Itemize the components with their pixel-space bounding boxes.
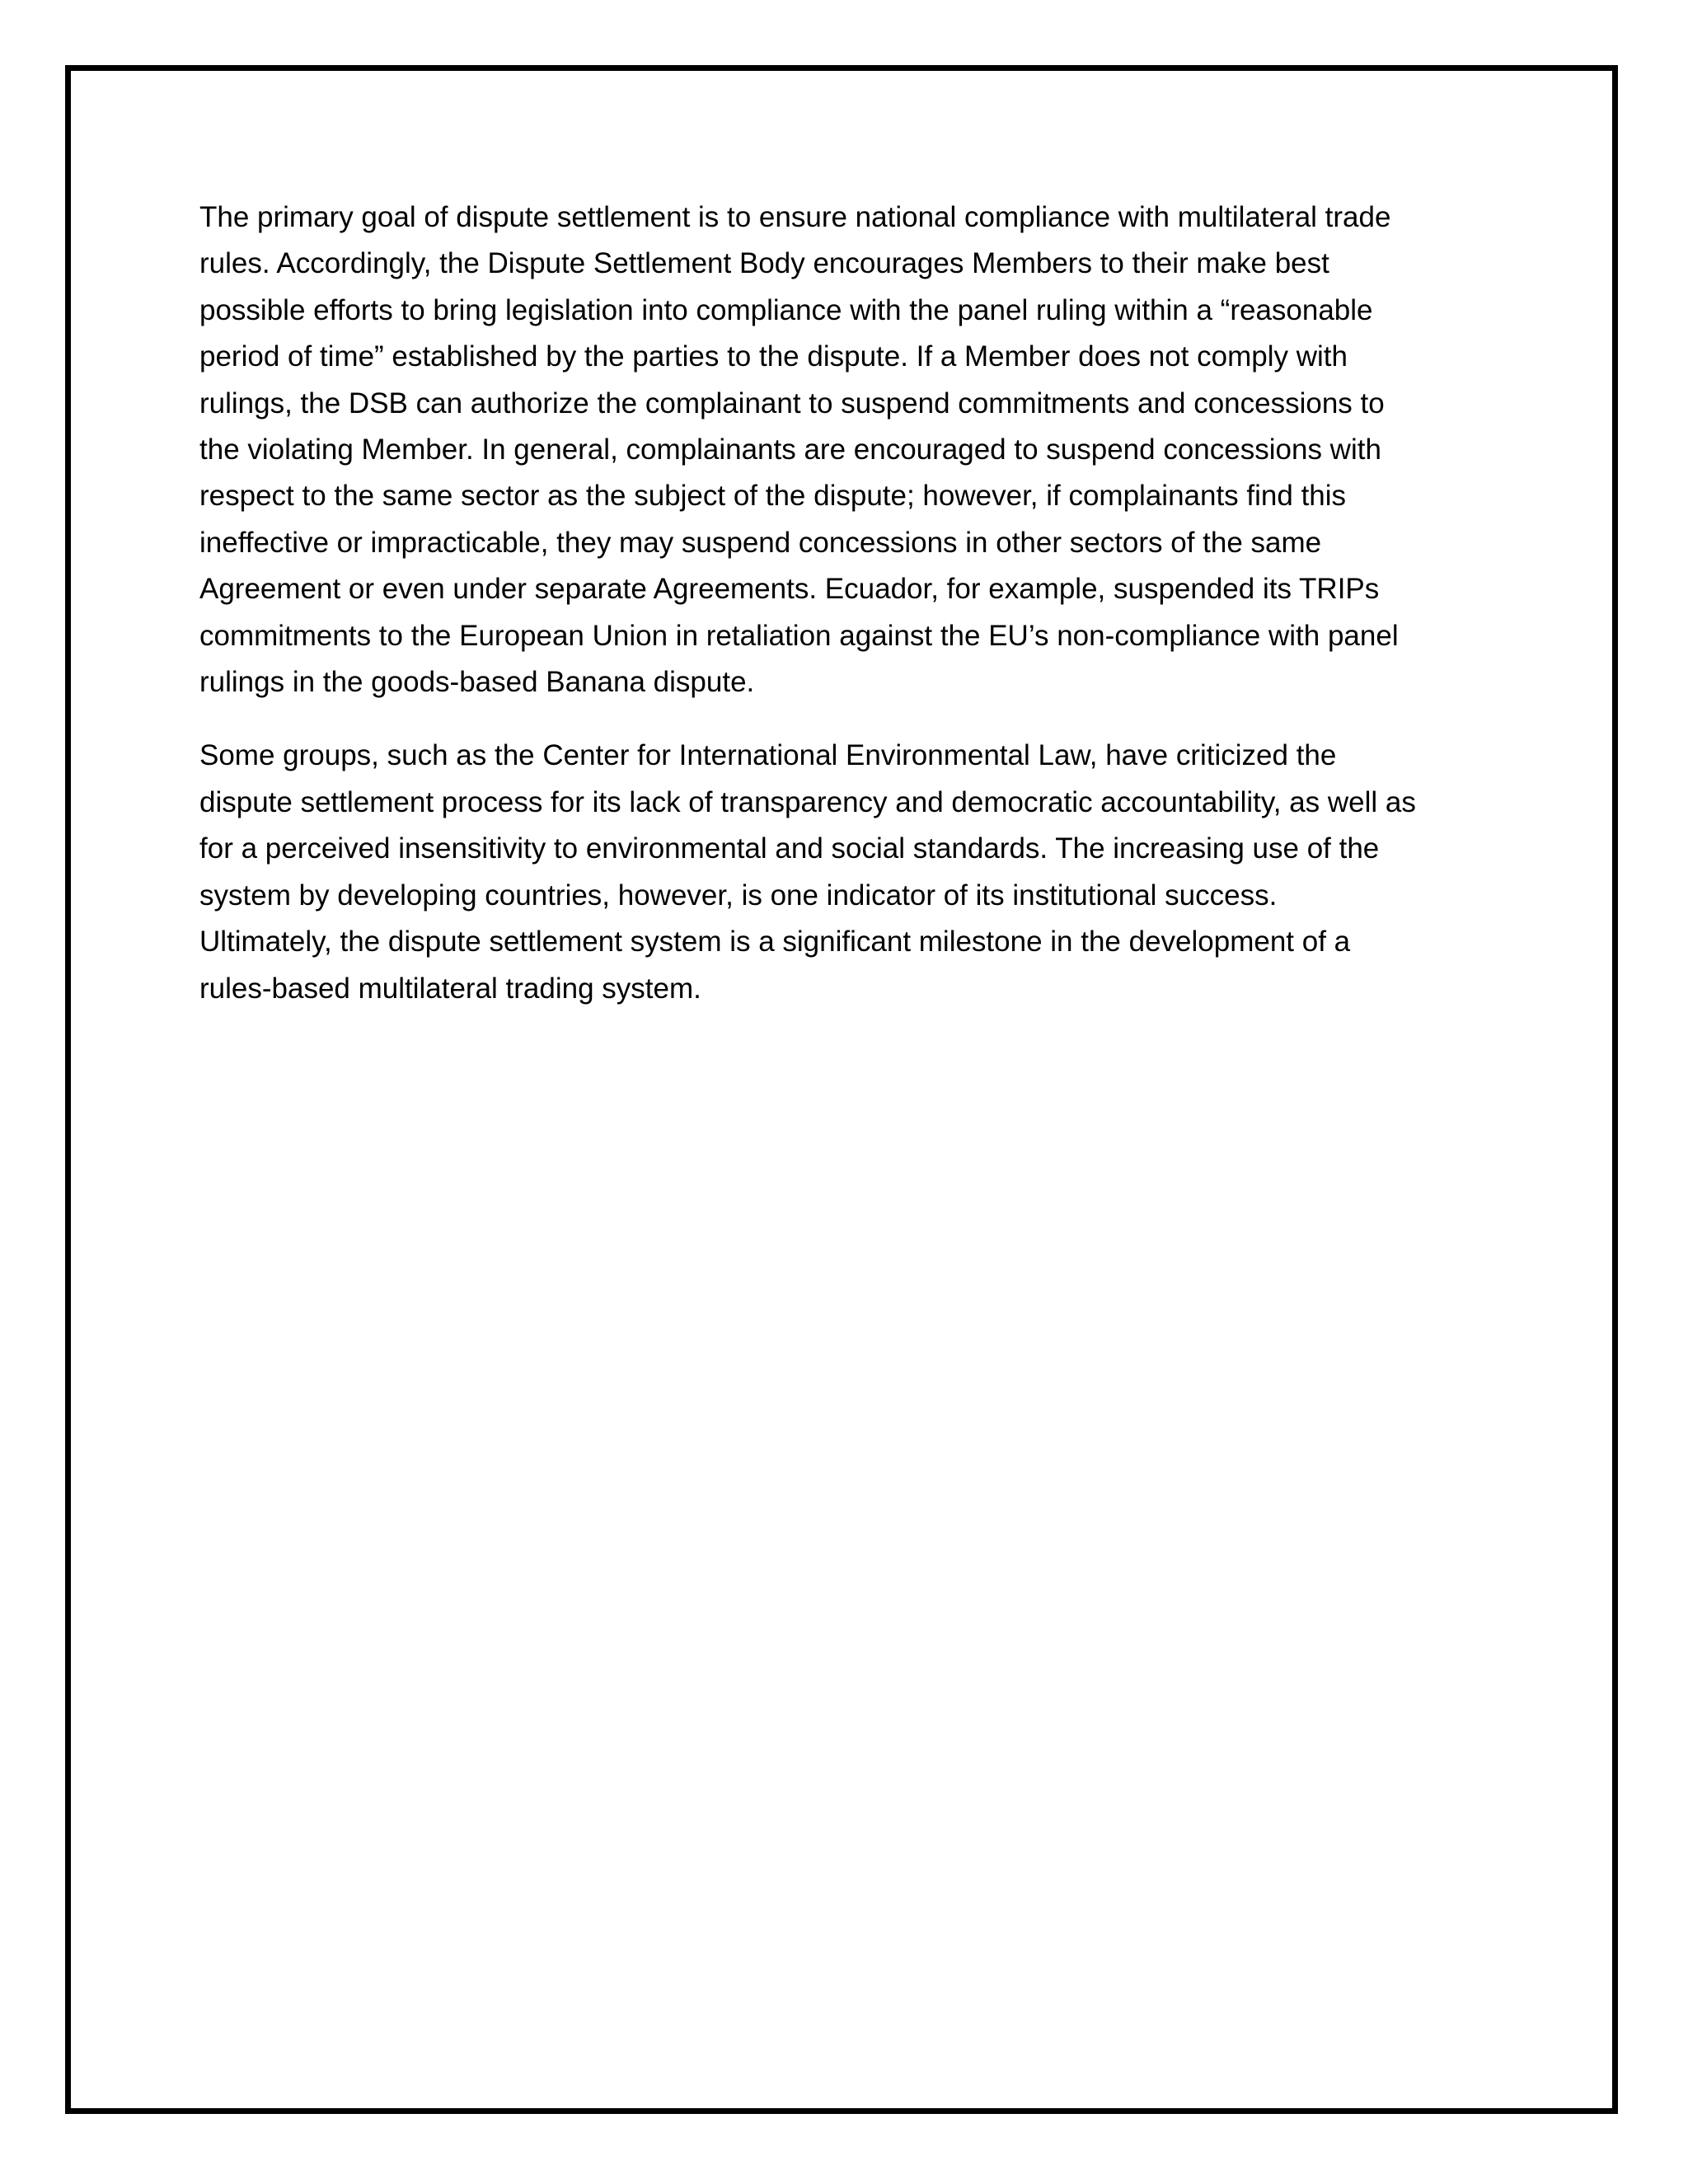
paragraph-1: The primary goal of dispute settlement is to ensure national compliance with multilateral trade rules. Accordingly, the Dispute Settlement Body encourages Members to their make best possible efforts to bring legislation into compliance with the panel ruling within a “reasonable period of time” established by the parties to the dispute. If a Member does not comply with rulings, the DSB can authorize the complainant to suspend commitments and concessions to the violating Member. In general, complainants are encouraged to suspend concessions with respect to the same sector as the subject of the dispute; however, if complainants find this ineffective or impracticable, they may suspend concessions in other sectors of the same Agreement or even under separate Agreements. Ecuador, for example, suspended its TRIPs commitments to the European Union in retaliation against the EU’s non-compliance with panel rulings in the goods-based Banana dispute. [199,201,1399,699]
document-body [199,194,1502,1039]
paragraph-2: Some groups, such as the Center for International Environmental Law, have criticized the dispute settlement process for its lack of transparency and democratic accountability, as well as for a perceived insensitivity to environmental and social standards. The increasing use of the system by developing countries, however, is one indicator of its institutional success. Ultimately, the dispute settlement system is a significant milestone in the development of a rules-based multilateral trading system. [199,739,1416,1005]
